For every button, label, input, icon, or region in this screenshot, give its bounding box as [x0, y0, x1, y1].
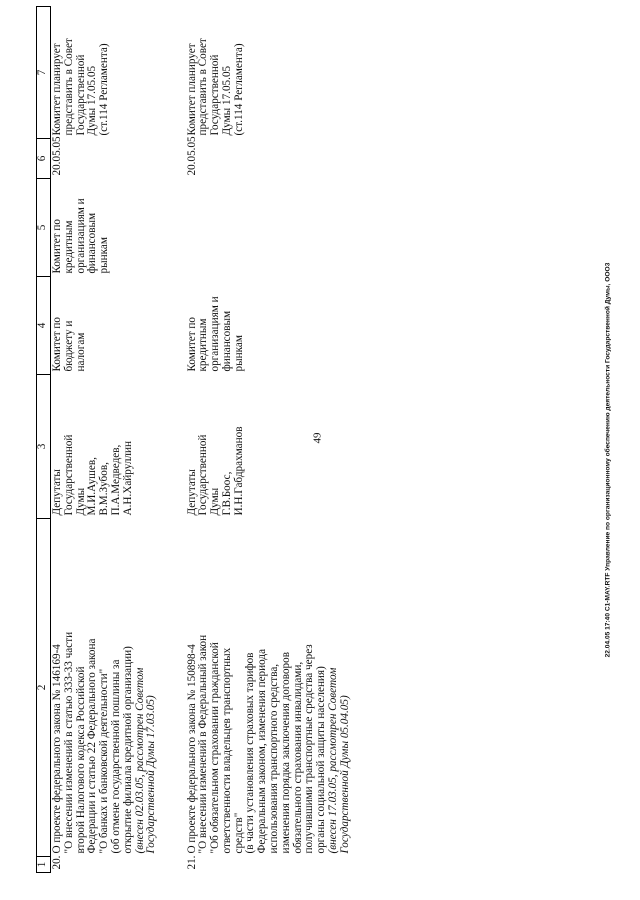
bill-description: [51, 519, 186, 857]
bill-line: Федерации и статью 22 Федерального закона: [86, 638, 99, 854]
bill-line: Государственной Думы 17.03.05): [145, 695, 158, 854]
bill-line: Федеральным законом, изменения периода: [256, 648, 269, 854]
committee-main: [51, 277, 186, 375]
column-header-2: 2: [37, 519, 51, 857]
bill-line: (внесен 02.03.05, рассмотрен Советом: [133, 667, 146, 854]
note-line: представить в Совет: [197, 38, 210, 136]
document-table: [36, 6, 353, 873]
bill-line: использования транспортного средства,: [268, 663, 281, 854]
page-number: 49: [311, 432, 324, 444]
committee-main: [186, 277, 353, 375]
row-number: 21.: [185, 855, 198, 870]
note-line: Думы 17.05.05: [86, 65, 99, 136]
committee-line: кредитным: [62, 220, 75, 274]
column-header-3: 3: [37, 375, 51, 519]
author-line: Государственной: [197, 434, 210, 516]
authors: [51, 375, 186, 519]
bill-line: получившими транспортные средства через: [303, 644, 316, 854]
committee-line: рынкам: [232, 335, 245, 372]
committee-responsible: [186, 179, 353, 277]
bill-line: О проекте федерального закона № 146169-4: [51, 644, 63, 854]
bill-line: О проекте федерального закона № 150898-4: [185, 644, 198, 854]
note-line: Комитет планирует: [185, 43, 198, 136]
authors: [186, 375, 353, 519]
column-header-4: 4: [37, 277, 51, 375]
note-line: Комитет планирует: [51, 43, 63, 136]
author-line: А.Н.Хайруллин: [121, 441, 134, 516]
bill-line: средств": [232, 812, 245, 854]
author-line: Депутаты: [185, 469, 198, 516]
author-line: И.Н.Габдрахманов: [232, 426, 245, 516]
committee-line: Комитет по: [51, 317, 63, 372]
note-line: Государственной: [209, 54, 222, 136]
author-line: Г.В.Боос,: [220, 471, 233, 516]
committee-line: организациям и: [209, 296, 222, 372]
note-line: (ст.114 Регламента): [232, 43, 245, 136]
committee-line: организациям и: [74, 198, 87, 274]
author-line: М.И.Аушев,: [86, 457, 99, 516]
footer-print-info: 22.04.05 17:40 C1-MAY.RTF Управление по организационному обеспечению деятельности Государственной Думы, ООО3: [604, 262, 612, 658]
bill-line: (об отмене государственной пошлины за: [109, 659, 122, 854]
note: [186, 7, 353, 139]
column-header-1: 1: [37, 857, 51, 873]
bill-line: изменения порядка заключения договоров: [279, 651, 292, 854]
column-header-6: 6: [37, 139, 51, 179]
note-line: (ст.114 Регламента): [98, 43, 111, 136]
committee-line: кредитным: [197, 318, 210, 372]
committee-line: финансовым: [220, 310, 233, 372]
note: [51, 7, 186, 139]
committee-line: финансовым: [86, 212, 99, 274]
committee-responsible: [51, 179, 186, 277]
bill-line: (внесен 17.03.05, рассмотрен Советом: [327, 667, 340, 854]
note-line: Государственной: [74, 54, 87, 136]
table-header-row: [37, 7, 51, 873]
bill-line: "О внесении изменений в Федеральный закон: [197, 634, 210, 854]
bill-line: "О внесении изменений в статью 333-33 части: [62, 631, 75, 854]
bill-line: органы социальной защиты населения): [315, 666, 328, 854]
column-header-5: 5: [37, 179, 51, 277]
author-line: Думы: [74, 487, 87, 516]
date: 20.05.05: [185, 136, 198, 176]
column-header-7: 7: [37, 7, 51, 139]
bill-line: "Об обязательном страховании гражданской: [209, 642, 222, 854]
committee-line: бюджету и налогам: [62, 320, 87, 372]
author-line: В.М.Зубов,: [98, 462, 111, 516]
document-table-container: [36, 7, 351, 873]
bill-description: [186, 519, 353, 857]
note-line: Думы 17.05.05: [220, 65, 233, 136]
bill-line: ответственности владельцев транспортных: [220, 647, 233, 854]
committee-line: Комитет по: [185, 317, 198, 372]
note-line: представить в Совет: [62, 38, 75, 136]
bill-line: "О банках и банковской деятельности": [98, 668, 111, 854]
date: 20.05.05: [51, 136, 63, 176]
bill-line: (в части установления страховых тарифов: [244, 652, 257, 854]
table-row: [186, 7, 353, 873]
bill-line: второй Налогового кодекса Российской: [74, 666, 87, 854]
bill-line: открытие филиала кредитной организации): [121, 646, 134, 854]
author-line: П.А.Медведев,: [109, 444, 122, 516]
author-line: Государственной: [62, 434, 75, 516]
author-line: Депутаты: [51, 469, 63, 516]
bill-line: Государственной Думы 05.04.05): [338, 695, 351, 854]
row-number: 20.: [51, 855, 63, 870]
committee-line: рынкам: [98, 237, 111, 274]
committee-line: Комитет по: [51, 219, 63, 274]
bill-line: обязательного страхования инвалидами,: [291, 661, 304, 854]
author-line: Думы: [209, 487, 222, 516]
table-row: [51, 7, 186, 873]
